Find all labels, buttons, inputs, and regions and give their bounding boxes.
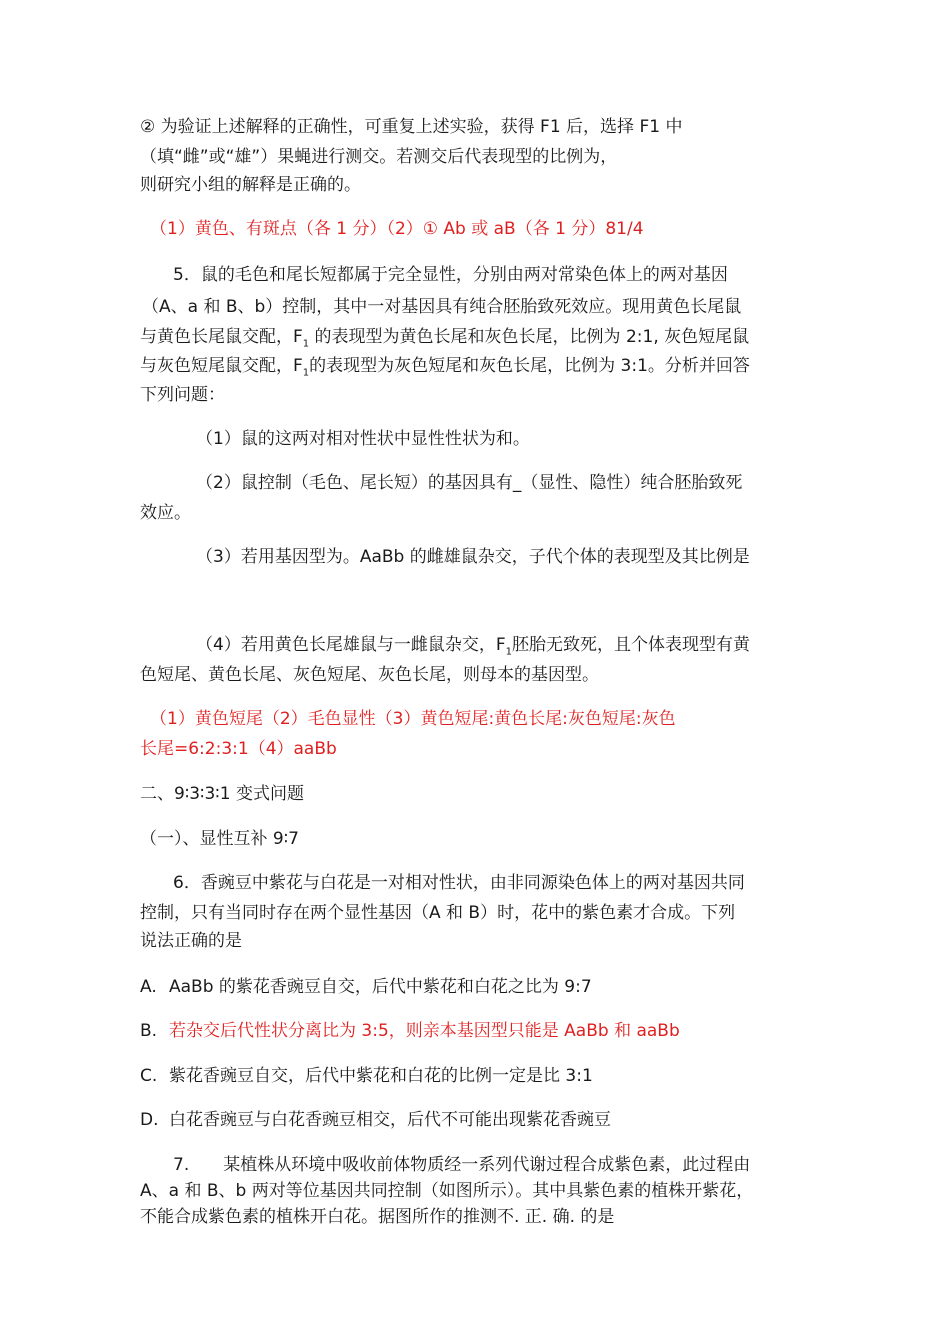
section-subheading: （一）、显性互补 9∶7 bbox=[140, 829, 299, 849]
option-text: AaBb 的紫花香豌豆自交，后代中紫花和白花之比为 9:7 bbox=[169, 977, 592, 997]
option-letter: B. bbox=[140, 1021, 158, 1041]
option-letter: D. bbox=[140, 1110, 159, 1130]
q5-stem-line1: 5．鼠的毛色和尾长短都属于完全显性，分别由两对常染色体上的两对基因 bbox=[173, 265, 728, 285]
q5-sub1: （1）鼠的这两对相对性状中显性性状为和。 bbox=[196, 429, 530, 449]
option-letter: C. bbox=[140, 1066, 158, 1086]
option-text: 白花香豌豆与白花香豌豆相交，后代不可能出现紫花香豌豆 bbox=[169, 1110, 611, 1130]
option-text: 紫花香豌豆自交，后代中紫花和白花的比例一定是比 3:1 bbox=[169, 1066, 593, 1086]
q6-stem-line2: 控制，只有当同时存在两个显性基因（A 和 B）时，花中的紫色素才合成。下列 bbox=[140, 903, 736, 923]
q5-sub4-line1-text-b: 胚胎无致死，且个体表现型有黄 bbox=[511, 635, 750, 655]
section-heading: 二、9∶3∶3∶1 变式问题 bbox=[140, 784, 304, 804]
subscript: 1 bbox=[505, 646, 512, 658]
option-letter: A. bbox=[140, 977, 157, 997]
q5-stem-line3 bbox=[140, 326, 749, 348]
q5-answer-line1: （1）黄色短尾（2）毛色显性（3）黄色短尾:黄色长尾:灰色短尾:灰色 bbox=[150, 709, 676, 729]
q5-sub2-line1: （2）鼠控制（毛色、尾长短）的基因具有_（显性、隐性）纯合胚胎致死 bbox=[196, 473, 743, 493]
q5-sub4-line1-text-a: （4）若用黄色长尾雄鼠与一雌鼠杂交，F bbox=[196, 635, 506, 655]
q6-option-a bbox=[140, 976, 592, 998]
q7-line3: 不能合成紫色素的植株开白花。据图所作的推测不. 正. 确. 的是 bbox=[140, 1207, 615, 1227]
q5-stem-line5: 下列问题： bbox=[140, 385, 225, 405]
q7-line1: 7. 某植株从环境中吸收前体物质经一系列代谢过程合成紫色素，此过程由 bbox=[173, 1155, 751, 1175]
q5-sub4-line1 bbox=[196, 634, 750, 656]
q5-answer-line2: 长尾=6:2:3:1（4）aaBb bbox=[140, 739, 337, 759]
q4-part2-line3: 则研究小组的解释是正确的。 bbox=[140, 175, 361, 195]
subscript: 1 bbox=[302, 367, 310, 379]
q5-stem-line3-text-b: 的表现型为黄色长尾和灰色长尾，比例为 2:1, 灰色短尾鼠 bbox=[309, 327, 750, 347]
q6-option-c bbox=[140, 1065, 593, 1087]
q6-stem-line3: 说法正确的是 bbox=[140, 931, 242, 951]
q6-stem-line1: 6．香豌豆中紫花与白花是一对相对性状，由非同源染色体上的两对基因共同 bbox=[173, 873, 745, 893]
q5-sub4-line2: 色短尾、黄色长尾、灰色短尾、灰色长尾，则母本的基因型。 bbox=[140, 665, 599, 685]
q7-line2: A、a 和 B、b 两对等位基因共同控制（如图所示）。其中具紫色素的植株开紫花， bbox=[140, 1181, 754, 1201]
q5-stem-line3-text-a: 与黄色长尾鼠交配，F bbox=[140, 327, 303, 347]
q5-stem-line4 bbox=[140, 355, 750, 377]
q5-stem-line4-text-a: 与灰色短尾鼠交配，F bbox=[140, 356, 303, 376]
subscript: 1 bbox=[302, 338, 310, 350]
q4-part2-line1: ② 为验证上述解释的正确性，可重复上述实验，获得 F1 后，选择 F1 中 bbox=[140, 117, 683, 137]
q5-stem-line4-text-b: 的表现型为灰色短尾和灰色长尾，比例为 3:1。分析并回答 bbox=[309, 356, 750, 376]
q4-part2-line2: （填“雌”或“雄”）果蝇进行测交。若测交后代表现型的比例为， bbox=[140, 147, 618, 167]
q5-sub3: （3）若用基因型为。AaBb 的雌雄鼠杂交，子代个体的表现型及其比例是 bbox=[196, 547, 750, 567]
q5-stem-line2: （A、a 和 B、b）控制，其中一对基因具有纯合胚胎致死效应。现用黄色长尾鼠 bbox=[142, 297, 742, 317]
option-text: 若杂交后代性状分离比为 3:5，则亲本基因型只能是 AaBb 和 aaBb bbox=[169, 1021, 680, 1041]
q4-answer: （1）黄色、有斑点（各 1 分）（2）① Ab 或 aB（各 1 分）81/4 bbox=[150, 219, 644, 239]
q6-option-b bbox=[140, 1020, 680, 1042]
q5-sub2-line2: 效应。 bbox=[140, 503, 191, 523]
q6-option-d bbox=[140, 1109, 611, 1131]
